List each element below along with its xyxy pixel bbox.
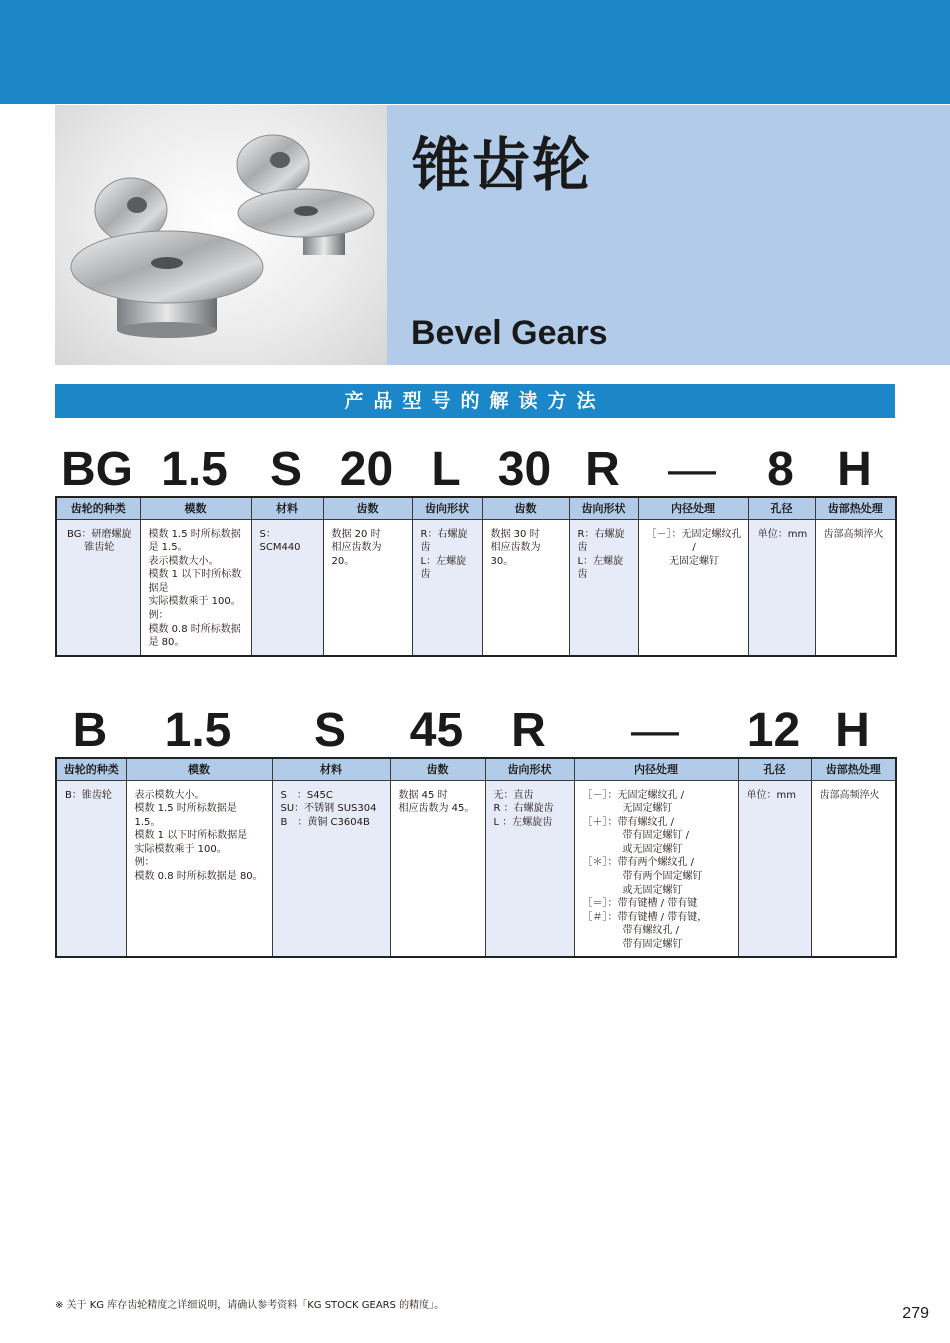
table-cell: B：锥齿轮 bbox=[56, 780, 126, 957]
column-header: 齿数 bbox=[390, 758, 485, 780]
footnote: ※ 关于 KG 库存齿轮精度之详细说明，请确认参考资料「KG STOCK GEARS 的精度」。 bbox=[55, 1300, 445, 1311]
code-part: S bbox=[313, 704, 346, 757]
code-part: 1.5 bbox=[164, 704, 232, 757]
table-cell: S：SCM440 bbox=[251, 519, 323, 656]
code-part: 45 bbox=[409, 704, 464, 757]
code-1-explanation-table bbox=[55, 496, 897, 657]
column-header: 材料 bbox=[272, 758, 390, 780]
code-part: S bbox=[269, 443, 302, 496]
table-cell: 单位：mm bbox=[748, 519, 815, 656]
table-cell: 数据 45 时 相应齿数为 45。 bbox=[390, 780, 485, 957]
table-cell: 单位：mm bbox=[738, 780, 811, 957]
column-header: 齿向形状 bbox=[569, 497, 638, 519]
column-header: 齿轮的种类 bbox=[56, 497, 140, 519]
product-code-example-2 bbox=[55, 703, 895, 759]
code-part: 8 bbox=[767, 443, 794, 496]
code-part: 20 bbox=[339, 443, 394, 496]
column-header: 模数 bbox=[126, 758, 272, 780]
code-part: 1.5 bbox=[161, 443, 228, 496]
column-header: 内径处理 bbox=[574, 758, 738, 780]
table-cell: 齿部高频淬火 bbox=[815, 519, 896, 656]
section-heading: 产品型号的解读方法 bbox=[55, 384, 895, 418]
table-cell: R：右螺旋齿 L：左螺旋齿 bbox=[412, 519, 482, 656]
table-cell: 表示模数大小。 模数 1.5 时所标数据是 1.5。 模数 1 以下时所标数据是 实际模数乘于 100。 例： 模数 0.8 时所标数据是 80。 bbox=[126, 780, 272, 957]
table-cell: R：右螺旋齿 L：左螺旋齿 bbox=[569, 519, 638, 656]
page-title-chinese: 锥齿轮 bbox=[412, 131, 593, 199]
column-header: 模数 bbox=[140, 497, 251, 519]
table-cell: 无：直齿 R ：右螺旋齿 L ：左螺旋齿 bbox=[485, 780, 574, 957]
column-header: 齿部热处理 bbox=[815, 497, 896, 519]
code-part: BG bbox=[61, 443, 133, 496]
column-header: 齿向形状 bbox=[412, 497, 482, 519]
bevel-gears-photo bbox=[55, 105, 387, 365]
column-header: 孔径 bbox=[738, 758, 811, 780]
column-header: 齿轮的种类 bbox=[56, 758, 126, 780]
column-header: 材料 bbox=[251, 497, 323, 519]
table-cell: ［－］：无固定螺纹孔 / 无固定螺钉 ［＋］：带有螺纹孔 / 带有固定螺钉 / 或无固定螺钉 ［＊］：带有两个螺纹孔 / 带有两个固定螺钉 或无固定螺钉 ［＝］：带有键槽 / 带有键 ［＃］：带有键槽 / 带有键， 带有螺纹孔 / 带有固定螺钉 bbox=[574, 780, 738, 957]
code-2-explanation-table bbox=[55, 757, 897, 958]
code-part: R bbox=[511, 704, 546, 757]
column-header: 孔径 bbox=[748, 497, 815, 519]
table-cell: 数据 20 时 相应齿数为 20。 bbox=[323, 519, 412, 656]
column-header: 齿向形状 bbox=[485, 758, 574, 780]
table-cell: 齿部高频淬火 bbox=[811, 780, 896, 957]
table-cell: BG：研磨螺旋 锥齿轮 bbox=[56, 519, 140, 656]
top-color-band bbox=[0, 0, 950, 104]
code-part: R bbox=[585, 443, 620, 496]
code-part: L bbox=[431, 443, 461, 496]
code-part: 30 bbox=[497, 443, 552, 496]
page-title-english: Bevel Gears bbox=[411, 314, 608, 352]
column-header: 内径处理 bbox=[638, 497, 748, 519]
code-part: 12 bbox=[746, 704, 801, 757]
table-cell: 模数 1.5 时所标数据 是 1.5。 表示模数大小。 模数 1 以下时所标数 据是 实际模数乘于 100。 例： 模数 0.8 时所标数据 是 80。 bbox=[140, 519, 251, 656]
page-number: 279 bbox=[902, 1305, 929, 1322]
table-cell: 数据 30 时 相应齿数为 30。 bbox=[482, 519, 569, 656]
table-cell: S ：S45C SU：不锈钢 SUS304 B ：黄铜 C3604B bbox=[272, 780, 390, 957]
product-code-example-1 bbox=[55, 442, 895, 498]
code-part: H bbox=[837, 443, 872, 496]
code-part: — bbox=[631, 704, 679, 757]
code-part: — bbox=[668, 443, 716, 496]
column-header: 齿部热处理 bbox=[811, 758, 896, 780]
table-cell: ［－］：无固定螺纹孔 / 无固定螺钉 bbox=[638, 519, 748, 656]
column-header: 齿数 bbox=[323, 497, 412, 519]
code-part: B bbox=[72, 704, 108, 757]
code-part: H bbox=[835, 704, 870, 757]
column-header: 齿数 bbox=[482, 497, 569, 519]
